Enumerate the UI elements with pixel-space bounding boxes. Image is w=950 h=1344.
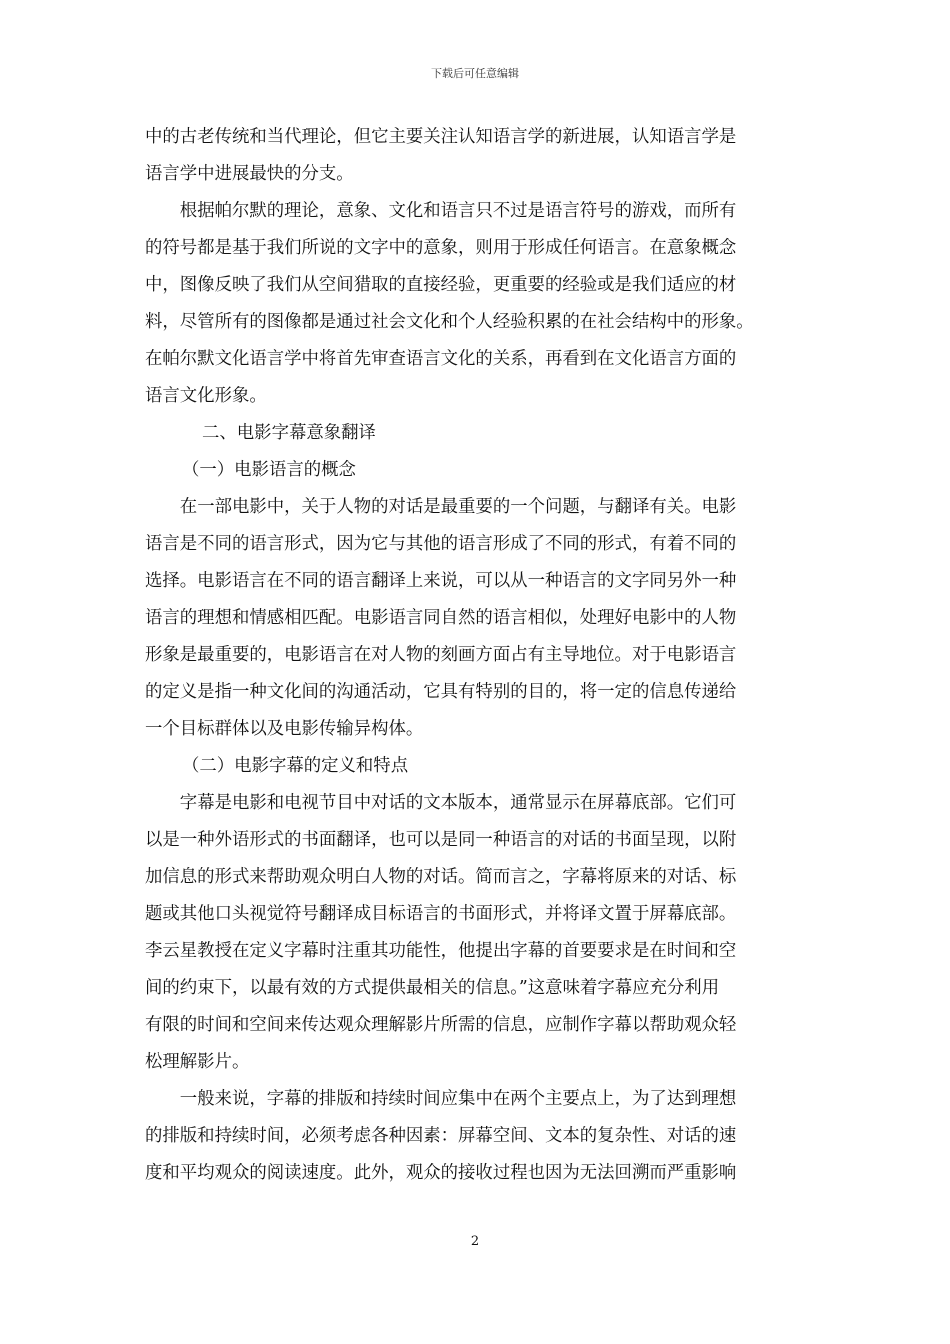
paragraph-line: 的定义是指一种文化间的沟通活动，它具有特别的目的，将一定的信息传递给 — [145, 682, 737, 702]
paragraph-line: 在帕尔默文化语言学中将首先审查语言文化的关系，再看到在文化语言方面的 — [145, 349, 737, 369]
paragraph-line: 一般来说，字幕的排版和持续时间应集中在两个主要点上，为了达到理想 — [179, 1089, 737, 1109]
paragraph-line: 根据帕尔默的理论，意象、文化和语言只不过是语言符号的游戏，而所有 — [179, 201, 737, 221]
paragraph-line: 一个目标群体以及电影传输异构体。 — [145, 719, 424, 739]
paragraph-line: 间的约束下，以最有效的方式提供最相关的信息。”这意味着字幕应充分利用 — [145, 978, 720, 998]
paragraph-line: 有限的时间和空间来传达观众理解影片所需的信息，应制作字幕以帮助观众轻 — [145, 1015, 737, 1035]
paragraph-line: 中的古老传统和当代理论，但它主要关注认知语言学的新进展，认知语言学是 — [145, 127, 737, 147]
subsection-heading: （二）电影字幕的定义和特点 — [182, 756, 409, 776]
section-heading: 二、电影字幕意象翻译 — [202, 423, 376, 443]
paragraph-line: 度和平均观众的阅读速度。此外，观众的接收过程也因为无法回溯而严重影响 — [145, 1163, 737, 1183]
paragraph-line: 字幕是电影和电视节目中对话的文本版本，通常显示在屏幕底部。它们可 — [179, 793, 737, 813]
paragraph-line: 题或其他口头视觉符号翻译成目标语言的书面形式，并将译文置于屏幕底部。 — [145, 904, 737, 924]
paragraph-line: 选择。电影语言在不同的语言翻译上来说，可以从一种语言的文字同另外一种 — [145, 571, 737, 591]
paragraph-line: 松理解影片。 — [145, 1052, 250, 1072]
paragraph-line: 以是一种外语形式的书面翻译，也可以是同一种语言的对话的书面呈现，以附 — [145, 830, 737, 850]
document-body — [145, 119, 811, 1192]
paragraph-line: 的排版和持续时间，必须考虑各种因素：屏幕空间、文本的复杂性、对话的速 — [145, 1126, 737, 1146]
page-header: 下载后可任意编辑 — [431, 67, 519, 80]
paragraph-line: 中，图像反映了我们从空间猎取的直接经验，更重要的经验或是我们适应的材 — [145, 275, 737, 295]
paragraph-line: 李云星教授在定义字幕时注重其功能性，他提出字幕的首要要求是在时间和空 — [145, 941, 737, 961]
paragraph-line: 加信息的形式来帮助观众明白人物的对话。简而言之，字幕将原来的对话、标 — [145, 867, 737, 887]
paragraph-line: 语言是不同的语言形式，因为它与其他的语言形成了不同的形式，有着不同的 — [145, 534, 737, 554]
paragraph-line: 形象是最重要的，电影语言在对人物的刻画方面占有主导地位。对于电影语言 — [145, 645, 737, 665]
paragraph-line: 在一部电影中，关于人物的对话是最重要的一个问题，与翻译有关。电影 — [179, 497, 737, 517]
paragraph-line: 语言学中进展最快的分支。 — [145, 164, 354, 184]
paragraph-line: 料，尽管所有的图像都是通过社会文化和个人经验积累的在社会结构中的形象。 — [145, 312, 754, 332]
paragraph-line: 的符号都是基于我们所说的文字中的意象，则用于形成任何语言。在意象概念 — [145, 238, 737, 258]
paragraph-line: 语言的理想和情感相匹配。电影语言同自然的语言相似，处理好电影中的人物 — [145, 608, 737, 628]
subsection-heading: （一）电影语言的概念 — [182, 460, 356, 480]
paragraph-line: 语言文化形象。 — [145, 386, 267, 406]
page-number: 2 — [470, 1234, 480, 1249]
